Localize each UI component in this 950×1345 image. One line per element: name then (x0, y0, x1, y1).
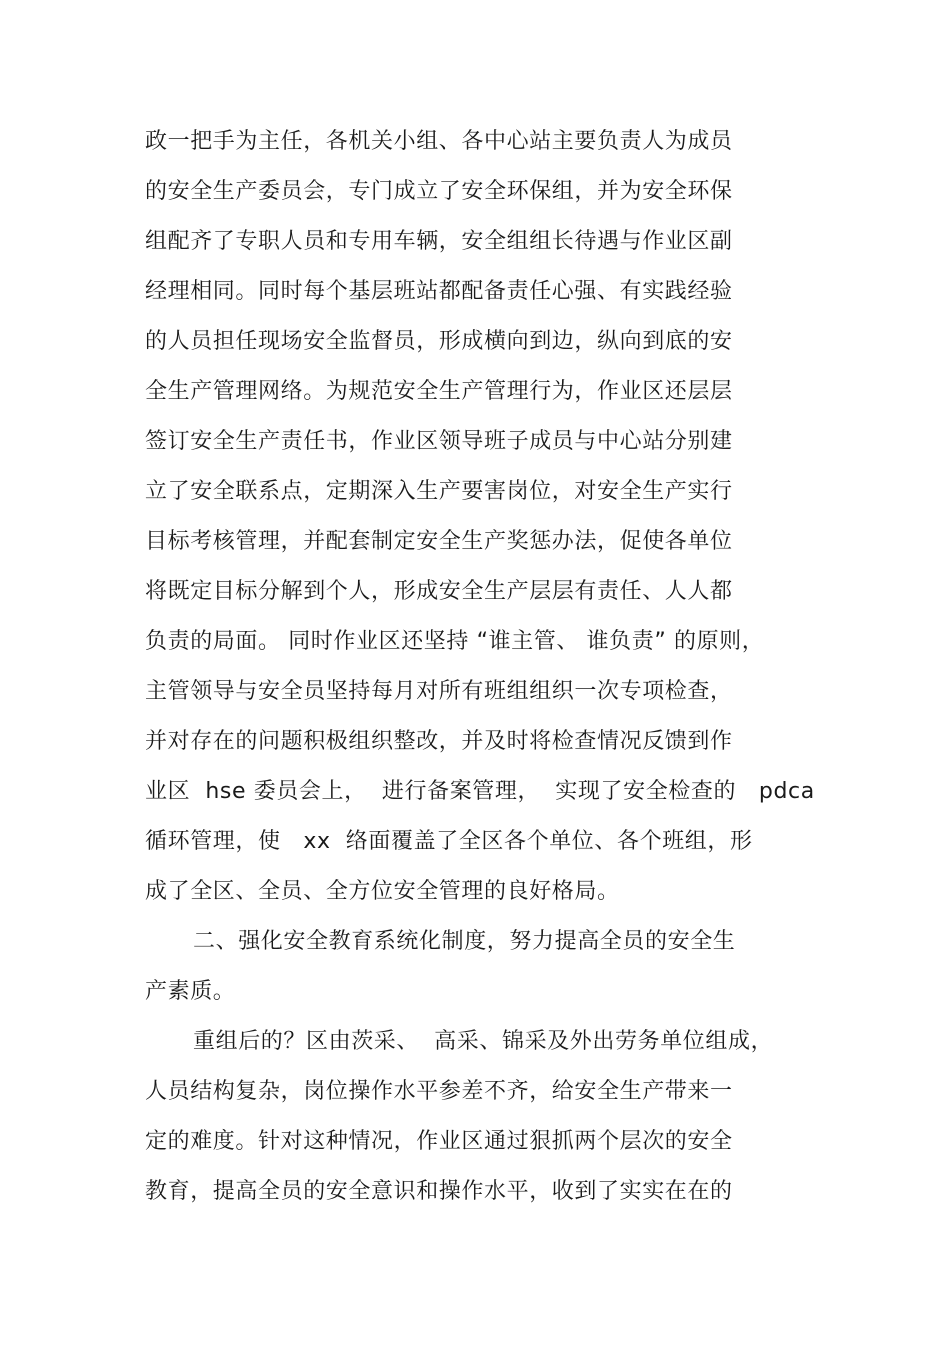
body-text-line: 的人员担任现场安全监督员，形成横向到边，纵向到底的安 (145, 329, 733, 354)
body-text-line: 全生产管理网络。为规范安全生产管理行为，作业区还层层 (145, 379, 733, 404)
body-text-line: 的安全生产委员会，专门成立了安全环保组，并为安全环保 (145, 179, 733, 204)
body-text-line: 政一把手为主任，各机关小组、各中心站主要负责人为成员 (145, 129, 733, 154)
body-text-line: 成了全区、全员、全方位安全管理的良好格局。 (145, 879, 620, 904)
body-text-line: 循环管理，使 xx 络面覆盖了全区各个单位、各个班组，形 (145, 829, 753, 854)
body-text-line: 签订安全生产责任书，作业区领导班子成员与中心站分别建 (145, 429, 733, 454)
body-text-line: 教育，提高全员的安全意识和操作水平，收到了实实在在的 (145, 1179, 733, 1204)
body-text-line: 立了安全联系点，定期深入生产要害岗位，对安全生产实行 (145, 479, 733, 504)
body-text-line: 人员结构复杂，岗位操作水平参差不齐，给安全生产带来一 (145, 1079, 733, 1104)
body-text-line: 业区 hse 委员会上， 进行备案管理， 实现了安全检查的 pdca (145, 779, 815, 804)
body-text-line: 定的难度。针对这种情况，作业区通过狠抓两个层次的安全 (145, 1129, 733, 1154)
body-text-line: 主管领导与安全员坚持每月对所有班组组织一次专项检查， (145, 679, 733, 704)
section-heading-line: 产素质。 (145, 979, 236, 1004)
body-text-line: 重组后的？区由茨采、 高采、锦采及外出劳务单位组成， (193, 1029, 774, 1054)
body-text-line: 负责的局面。 同时作业区还坚持 “谁主管、 谁负责” 的原则， (145, 629, 765, 654)
body-text-line: 并对存在的问题积极组织整改，并及时将检查情况反馈到作 (145, 729, 733, 754)
body-text-line: 经理相同。同时每个基层班站都配备责任心强、有实践经验 (145, 279, 733, 304)
body-text-line: 目标考核管理，并配套制定安全生产奖惩办法，促使各单位 (145, 529, 733, 554)
body-text-line: 组配齐了专职人员和专用车辆，安全组组长待遇与作业区副 (145, 229, 733, 254)
section-heading-line: 二、强化安全教育系统化制度，努力提高全员的安全生 (193, 929, 736, 954)
body-text-line: 将既定目标分解到个人，形成安全生产层层有责任、人人都 (145, 579, 733, 604)
